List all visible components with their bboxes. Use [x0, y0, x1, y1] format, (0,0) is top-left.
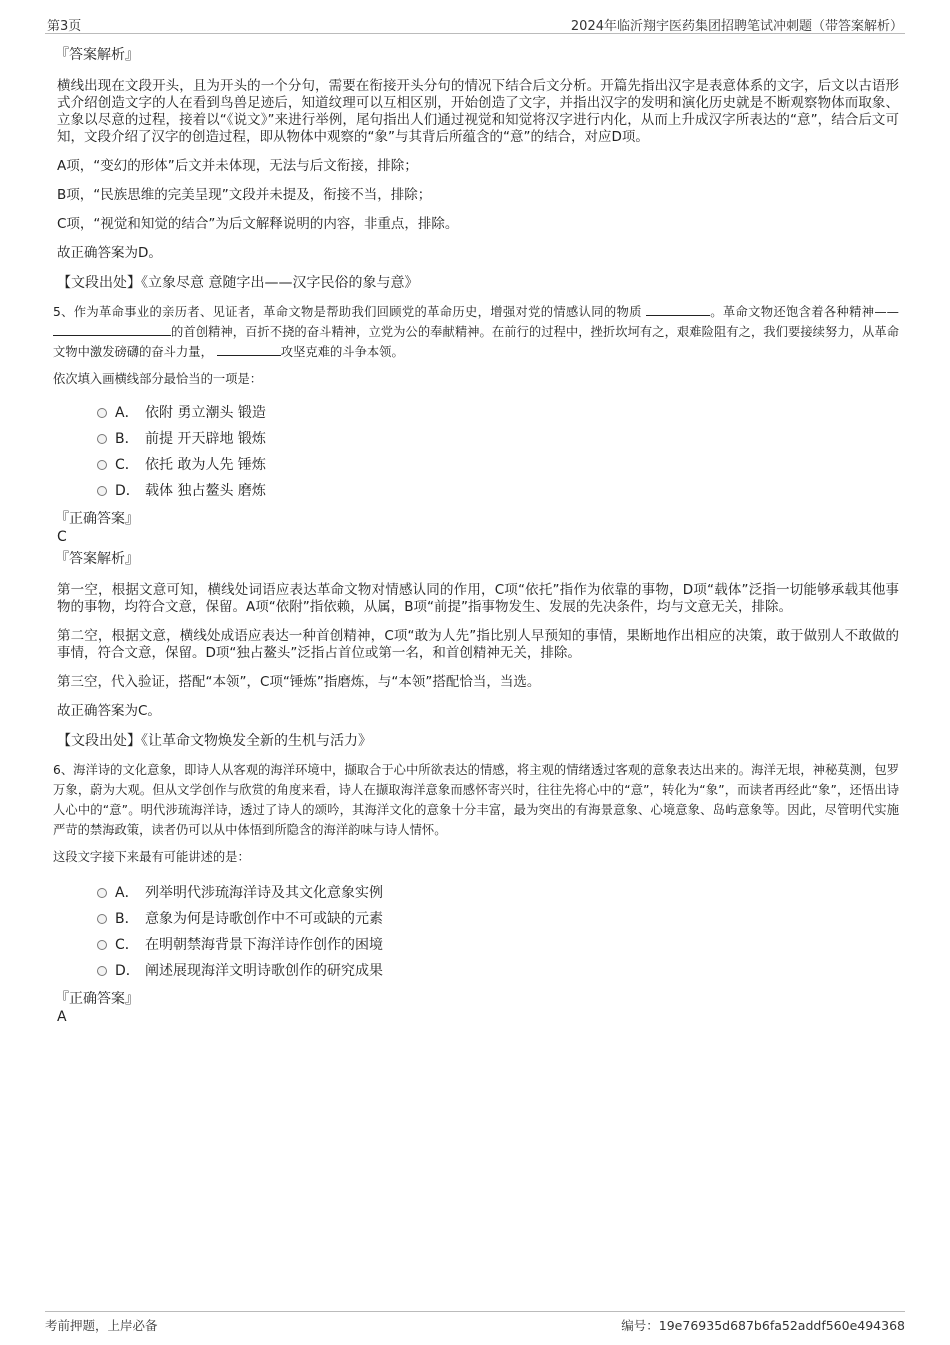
radio-button[interactable]	[97, 888, 107, 898]
q4-analysis-paragraph: B项，“民族思维的完美呈现”文段并未提及，衔接不当，排除；	[57, 187, 432, 203]
q5-correct-label: 『正确答案』	[55, 511, 139, 527]
q6-options	[97, 880, 899, 984]
footer-slogan: 考前押题，上岸必备	[45, 1318, 158, 1333]
q6-option-c[interactable]: C． 在明朝禁海背景下海洋诗作创作的困境	[97, 932, 899, 958]
q5-option-a[interactable]: A． 依附 勇立潮头 锻造	[97, 400, 899, 426]
q5-source: 【文段出处】《让革命文物焕发全新的生机与活力》	[57, 733, 372, 749]
blank-1	[646, 303, 710, 316]
q6-option-d[interactable]: D． 阐述展现海洋文明诗歌创作的研究成果	[97, 958, 899, 984]
q5-option-c[interactable]: C． 依托 敢为人先 锤炼	[97, 452, 899, 478]
q5-option-b[interactable]: B． 前提 开天辟地 锻炼	[97, 426, 899, 452]
q5-stem: 5、作为革命事业的亲历者、见证者，革命文物是帮助我们回顾党的革命历史，增强对党的情感认同的物质 。革命文物还饱含着各种精神—— 的首创精神，百折不挠的奋斗精神，立党为公的奉献精神。在前行的过程中，挫折坎坷有之，艰难险阻有之，我们要接续努力，从革命文物中激发磅礴的奋斗力量， 攻坚克难的斗争本领。	[53, 305, 899, 359]
q5-analysis-paragraph: 第一空，根据文意可知，横线处词语应表达革命文物对情感认同的作用，C项“依托”指作为依靠的事物，D项“载体”泛指一切能够承载其他事物的事物，均符合文意，保留。A项“依附”指依赖，从属，B项“前提”指事物发生、发展的先决条件，均与文意无关，排除。	[57, 582, 899, 615]
blank-3	[217, 343, 281, 356]
q6-option-b[interactable]: B． 意象为何是诗歌创作中不可或缺的元素	[97, 906, 899, 932]
page-number: 第3页	[47, 19, 82, 34]
q5-prompt: 依次填入画横线部分最恰当的一项是：	[53, 372, 263, 386]
q4-analysis-paragraph: 故正确答案为D。	[57, 245, 162, 261]
page-header	[45, 12, 905, 34]
radio-button[interactable]	[97, 486, 107, 496]
q6-correct-answer: A	[57, 1009, 67, 1025]
page-content	[53, 46, 899, 1030]
radio-button[interactable]	[97, 914, 107, 924]
q6-correct-label: 『正确答案』	[55, 991, 139, 1007]
q5-option-d[interactable]: D． 载体 独占鳌头 磨炼	[97, 478, 899, 504]
document-title: 2024年临沂翔宇医药集团招聘笔试冲刺题（带答案解析）	[570, 19, 903, 34]
blank-2	[53, 323, 171, 336]
q6-option-a[interactable]: A． 列举明代涉琉海洋诗及其文化意象实例	[97, 880, 899, 906]
q5-correct-answer: C	[57, 529, 67, 545]
q4-analysis-paragraph: C项，“视觉和知觉的结合”为后文解释说明的内容，非重点，排除。	[57, 216, 459, 232]
page-footer	[45, 1311, 905, 1335]
q6-stem: 6、海洋诗的文化意象，即诗人从客观的海洋环境中，撷取合于心中所欲表达的情感，将主观的情绪透过客观的意象表达出来的。海洋无垠，神秘莫测，包罗万象，蔚为大观。但从文学创作与欣赏的角度来看，诗人在撷取海洋意象而感怀寄兴时，往往先将心中的“意”，转化为“象”，而读者再经此“象”，还悟出诗人心中的“意”。明代涉琉海洋诗，透过了诗人的颂吟，其海洋文化的意象十分丰富，最为突出的有海景意象、心境意象、岛屿意象等。因此，尽管明代实施严苛的禁海政策，读者仍可以从中体悟到所隐含的海洋韵味与诗人情怀。	[53, 763, 899, 837]
radio-button[interactable]	[97, 434, 107, 444]
document-code: 编号：19e76935d687b6fa52addf560e494368	[621, 1318, 905, 1333]
q4-analysis-label: 『答案解析』	[55, 47, 139, 63]
radio-button[interactable]	[97, 408, 107, 418]
q6-prompt: 这段文字接下来最有可能讲述的是：	[53, 850, 250, 864]
q5-analysis-paragraph: 故正确答案为C。	[57, 703, 161, 719]
radio-button[interactable]	[97, 966, 107, 976]
q4-analysis-paragraph: 横线出现在文段开头，且为开头的一个分句，需要在衔接开头分句的情况下结合后文分析。开篇先指出汉字是表意体系的文字，后文以古语形式介绍创造文字的人在看到鸟兽足迹后，知道纹理可以互相区别，开始创造了文字，并指出汉字的发明和演化历史就是不断观察物体而取象、立象以尽意的过程，接着以“《说文》”来进行举例，尾句指出人们通过视觉和知觉将汉字进行内化，从而上升成汉字所表达的“意”，结合后文可知，文段介绍了汉字的创造过程，即从物体中观察的“象”与其背后所蕴含的“意”的结合，对应D项。	[57, 78, 899, 145]
radio-button[interactable]	[97, 940, 107, 950]
q5-options	[97, 400, 899, 504]
q5-analysis-paragraph: 第三空，代入验证，搭配“本领”，C项“锤炼”指磨炼，与“本领”搭配恰当，当选。	[57, 674, 541, 690]
radio-button[interactable]	[97, 460, 107, 470]
q5-analysis-label: 『答案解析』	[55, 551, 139, 567]
q5-analysis-paragraph: 第二空，根据文意，横线处成语应表达一种首创精神，C项“敢为人先”指比别人早预知的事情，果断地作出相应的决策，敢于做别人不敢做的事情，符合文意，保留。D项“独占鳌头”泛指占首位或第一名，和首创精神无关，排除。	[57, 628, 899, 661]
q4-source: 【文段出处】《立象尽意 意随字出——汉字民俗的象与意》	[57, 275, 419, 291]
q4-analysis-paragraph: A项，“变幻的形体”后文并未体现，无法与后文衔接，排除；	[57, 158, 418, 174]
